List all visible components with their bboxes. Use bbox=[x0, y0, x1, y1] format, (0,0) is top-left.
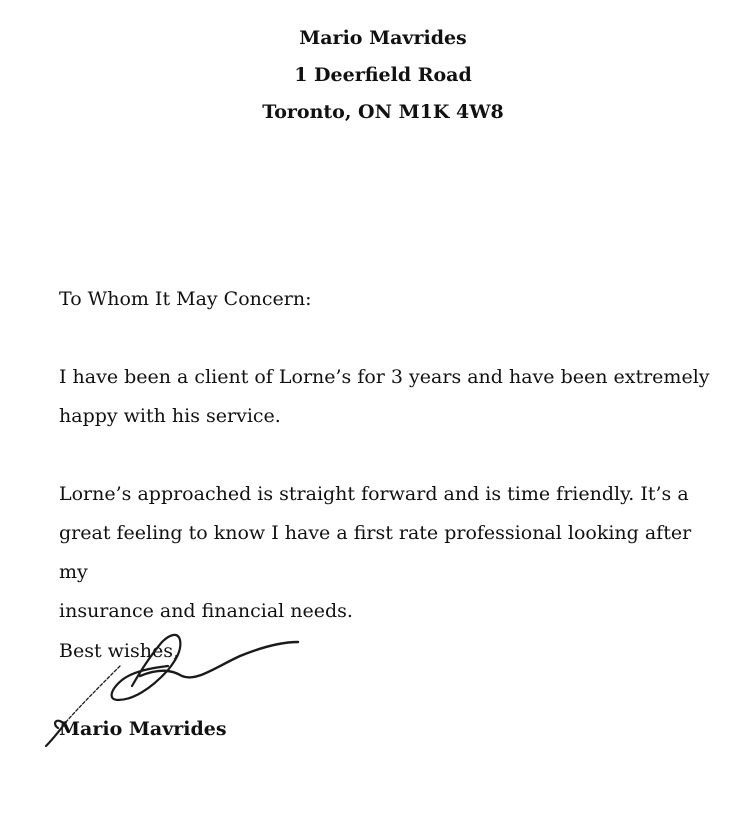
signer-name: Mario Mavrides bbox=[59, 718, 227, 740]
paragraph-1-line-2: happy with his service. bbox=[59, 405, 281, 427]
paragraph-1-line-1: I have been a client of Lorne’s for 3 years and have been extremely bbox=[59, 366, 710, 388]
sender-name: Mario Mavrides bbox=[299, 27, 467, 49]
paragraph-2-line-3: insurance and financial needs. bbox=[59, 600, 353, 622]
sender-address-block bbox=[0, 20, 740, 131]
paragraph-2-line-2: great feeling to know I have a first rate professional looking after my bbox=[59, 522, 692, 583]
paragraph-2 bbox=[59, 475, 719, 631]
paragraph-1 bbox=[59, 358, 719, 436]
sender-street: 1 Deerfield Road bbox=[294, 64, 472, 86]
salutation: To Whom It May Concern: bbox=[59, 288, 312, 310]
sender-city: Toronto, ON M1K 4W8 bbox=[262, 101, 504, 123]
closing: Best wishes, bbox=[59, 640, 179, 662]
paragraph-2-line-1: Lorne’s approached is straight forward and is time friendly. It’s a bbox=[59, 483, 689, 505]
